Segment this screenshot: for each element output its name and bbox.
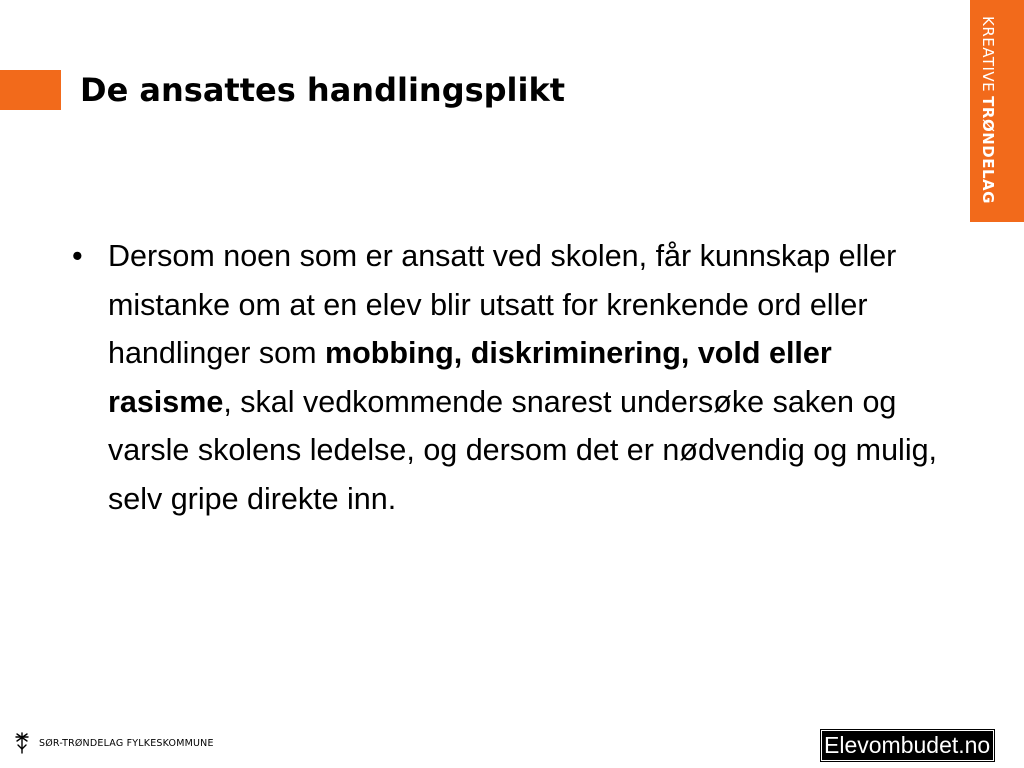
slide-title: De ansattes handlingsplikt	[80, 71, 566, 109]
bullet-text-emphasis: mobbing, diskriminering, vold eller rasisme	[108, 336, 832, 419]
footer-logo	[14, 732, 214, 754]
brand-logo-light: KREATIVE	[979, 16, 997, 93]
bullet-text-end: , skal vedkommende snarest undersøke saken og varsle skolens ledelse, og dersom det er nødvendig og mulig, selv gripe direkte inn.	[108, 384, 938, 516]
bullet-list	[72, 232, 952, 523]
county-emblem-icon	[14, 732, 30, 754]
bullet-text-start: Dersom noen som er ansatt ved skolen, får kunnskap eller mistanke om at en elev blir utsatt for krenkende ord eller handlinger som	[108, 239, 897, 370]
brand-logo	[979, 16, 997, 204]
bullet-marker: •	[72, 239, 83, 273]
title-accent-bar	[0, 70, 61, 110]
bullet-text	[108, 232, 948, 523]
footer-logo-text: SØR-TRØNDELAG FYLKESKOMMUNE	[39, 737, 214, 749]
elevombudet-badge: Elevombudet.no	[821, 730, 994, 761]
brand-logo-bold: TRØNDELAG	[979, 96, 997, 204]
